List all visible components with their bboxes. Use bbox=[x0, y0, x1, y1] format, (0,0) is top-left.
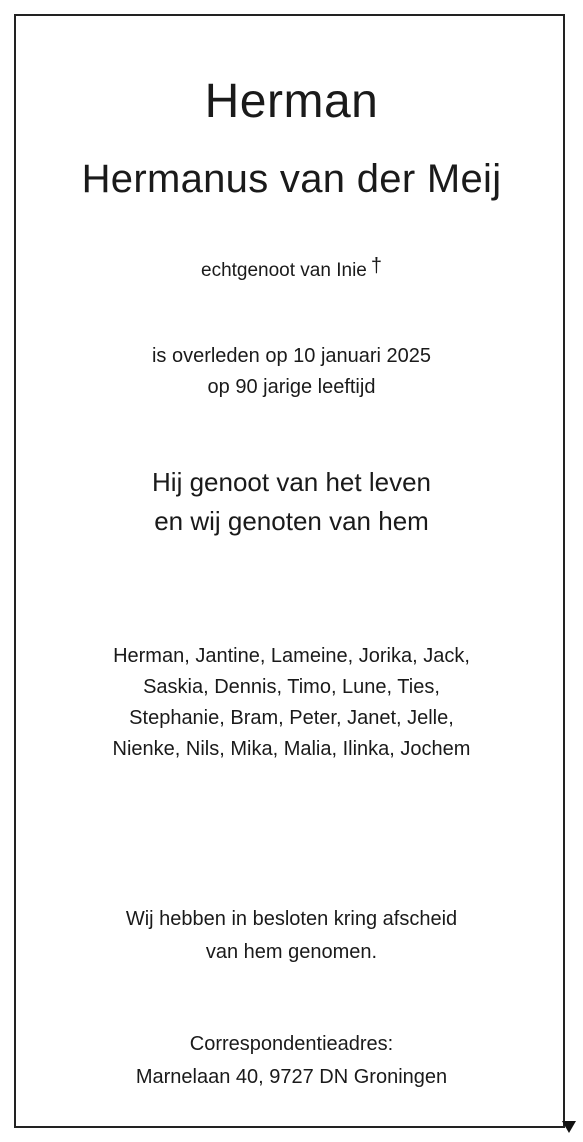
death-date-line: is overleden op 10 januari 2025 bbox=[151, 345, 432, 367]
spouse-text: echtgenoot van Inie bbox=[201, 260, 367, 281]
family-names-line: Stephanie, Bram, Peter, Janet, Jelle, bbox=[129, 707, 454, 729]
spouse-line bbox=[0, 252, 583, 285]
death-announcement bbox=[0, 341, 583, 403]
quote-line: Hij genoot van het leven bbox=[152, 467, 431, 497]
family-names-line: Herman, Jantine, Lameine, Jorika, Jack, bbox=[113, 645, 470, 667]
triangle-down-icon[interactable] bbox=[562, 1121, 576, 1133]
family-names bbox=[0, 641, 583, 765]
family-names-line: Saskia, Dennis, Timo, Lune, Ties, bbox=[143, 676, 440, 698]
address-value: Marnelaan 40, 9727 DN Groningen bbox=[135, 1066, 448, 1088]
family-names-line: Nienke, Nils, Mika, Malia, Ilinka, Jochem bbox=[112, 738, 471, 760]
deceased-full-name: Hermanus van der Meij bbox=[81, 157, 502, 201]
deceased-first-name: Herman bbox=[204, 75, 379, 128]
farewell-line: van hem genomen. bbox=[205, 941, 378, 963]
age-line: op 90 jarige leeftijd bbox=[207, 376, 376, 398]
address-label: Correspondentieadres: bbox=[189, 1033, 394, 1055]
farewell-statement bbox=[0, 903, 583, 969]
farewell-line: Wij hebben in besloten kring afscheid bbox=[125, 908, 458, 930]
correspondence-address bbox=[0, 1028, 583, 1094]
memorial-quote bbox=[0, 463, 583, 541]
cross-icon: † bbox=[370, 255, 382, 277]
quote-line: en wij genoten van hem bbox=[154, 506, 429, 536]
